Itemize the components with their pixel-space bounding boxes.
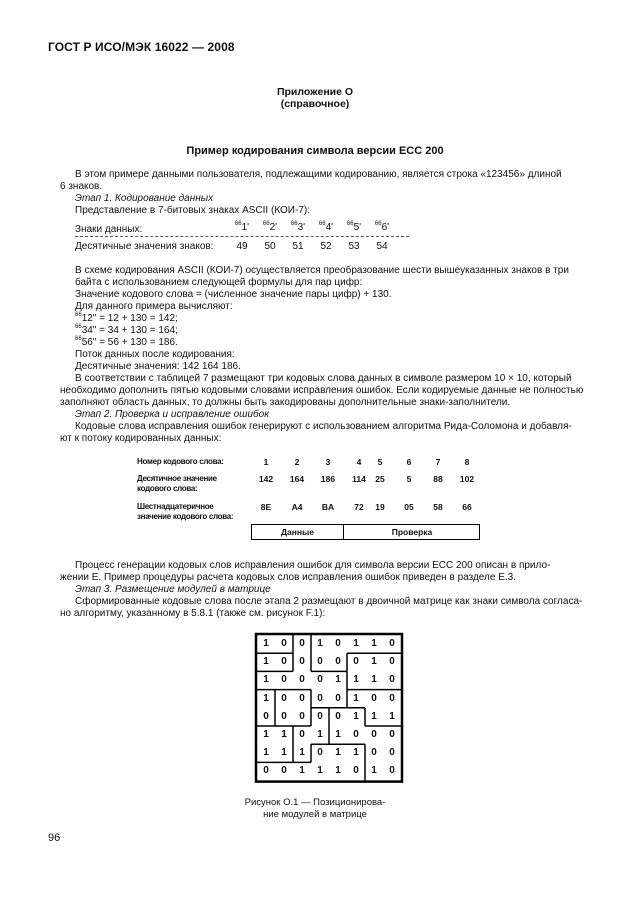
matrix-cell: 0: [353, 656, 359, 668]
matrix-cell: 1: [263, 674, 269, 686]
dec-value: 51: [292, 241, 304, 252]
codeword-decimal: 164: [289, 474, 305, 484]
matrix-cell: 1: [281, 729, 287, 740]
matrix-cell: 0: [263, 765, 269, 777]
row-label-decimal-b: кодового слова:: [137, 484, 198, 493]
document-header: ГОСТ Р ИСО/МЭК 16022 — 2008: [48, 40, 235, 54]
matrix-cell: 1: [317, 638, 323, 649]
data-char: $^{66}$3': [290, 221, 306, 233]
dec-value: 54: [376, 241, 388, 252]
matrix-cell: 1: [263, 656, 269, 668]
codeword-decimal: 25: [375, 474, 385, 484]
codeword-number: 2: [294, 457, 300, 467]
matrix-cell: 0: [389, 638, 395, 649]
calc-line: $^{66}$56" = 56 + 130 = 186.: [75, 336, 178, 348]
calc-intro: Для данного примера вычисляют:: [75, 301, 233, 312]
matrix-cell: 1: [335, 674, 341, 686]
codeword-hex: 66: [462, 502, 472, 512]
formula: Значение кодового слова = (численное значение пары цифр) + 130.: [75, 289, 392, 300]
matrix-cell: 1: [353, 747, 359, 759]
chars-label: Знаки данных:: [75, 224, 143, 235]
intro-line-1: В этом примере данными пользователя, подлежащими кодированию, является строка «123456» длиной: [75, 169, 562, 180]
matrix-cell: 1: [317, 765, 323, 777]
row-label-hex-a: Шестнадцатеричное: [137, 502, 214, 511]
matrix-cell: 1: [263, 729, 269, 740]
data-char: $^{66}$6': [374, 221, 390, 233]
table7-line-2: необходимо дополнить пятью кодовыми словами исправления ошибок. Если кодируемые данные не полностью: [60, 385, 584, 396]
data-char: $^{66}$4': [318, 221, 334, 233]
dec-value: 53: [348, 241, 360, 252]
table-divider: [75, 236, 409, 237]
matrix-cell: 1: [263, 692, 269, 704]
matrix-cell: 0: [299, 656, 305, 668]
matrix-cell: 1: [335, 729, 341, 740]
matrix-cell: 0: [299, 674, 305, 686]
row-label-decimal-a: Десятичное значение: [137, 474, 217, 483]
matrix-cell: 1: [263, 747, 269, 759]
matrix-cell: 1: [389, 710, 395, 722]
codeword-decimal: 5: [406, 474, 412, 484]
codeword-hex: A4: [291, 502, 303, 512]
dec-value: 49: [236, 241, 248, 252]
matrix-cell: 1: [353, 692, 359, 704]
matrix-cell: 0: [389, 729, 395, 740]
step2-line-1: Кодовые слова исправления ошибок генерируют с использованием алгоритма Рида-Соломона и добавля-: [75, 421, 572, 432]
page-number: 96: [48, 832, 61, 844]
matrix-cell: 0: [281, 692, 287, 704]
step2-title: Этап 2. Проверка и исправление ошибок: [75, 409, 269, 420]
matrix-cell: 0: [353, 765, 359, 777]
module-matrix: [254, 632, 404, 784]
codeword-decimal: 186: [320, 474, 336, 484]
matrix-cell: 0: [389, 747, 395, 759]
matrix-cell: 0: [335, 692, 341, 704]
codeword-hex: 72: [354, 502, 364, 512]
matrix-cell: 0: [263, 710, 269, 722]
matrix-cell: 1: [371, 674, 377, 686]
codeword-hex: 19: [375, 502, 385, 512]
matrix-cell: 0: [281, 638, 287, 649]
step3-title: Этап 3. Размещение модулей в матрице: [75, 584, 271, 595]
dec-value: 50: [264, 241, 276, 252]
matrix-cell: 0: [281, 710, 287, 722]
figure-caption-line-2: ние модулей в матрице: [263, 809, 367, 820]
matrix-cell: 0: [389, 674, 395, 686]
data-char: $^{66}$1': [234, 221, 250, 233]
codeword-number: 6: [406, 457, 412, 467]
codeword-decimal: 88: [433, 474, 443, 484]
matrix-cell: 0: [389, 656, 395, 668]
matrix-cell: 1: [281, 747, 287, 759]
matrix-cell: 0: [281, 656, 287, 668]
matrix-cell: 1: [317, 729, 323, 740]
codeword-number: 3: [325, 457, 331, 467]
dec-value: 52: [320, 241, 332, 252]
matrix-cell: 0: [335, 638, 341, 649]
calc-line: $^{66}$12" = 12 + 130 = 142;: [75, 312, 178, 324]
codeword-number: 4: [356, 457, 362, 467]
calc-line: $^{66}$34" = 34 + 130 = 164;: [75, 324, 178, 336]
matrix-cell: 0: [389, 765, 395, 777]
matrix-cell: 0: [299, 638, 305, 649]
codeword-hex: 05: [404, 502, 414, 512]
dec-label: Десятичные значения знаков:: [75, 241, 214, 252]
matrix-cell: 0: [317, 692, 323, 704]
matrix-cell: 1: [299, 765, 305, 777]
matrix-cell: 1: [371, 656, 377, 668]
matrix-cell: 0: [281, 674, 287, 686]
matrix-cell: 0: [371, 747, 377, 759]
matrix-cell: 1: [353, 638, 359, 649]
matrix-cell: 0: [389, 692, 395, 704]
matrix-cell: 1: [353, 710, 359, 722]
matrix-cell: 0: [299, 692, 305, 704]
codeword-hex: BA: [321, 502, 335, 512]
appendix-title: Приложение О: [276, 86, 354, 98]
matrix-cell: 0: [335, 710, 341, 722]
matrix-cell: 0: [317, 747, 323, 759]
matrix-cell: 1: [371, 710, 377, 722]
matrix-cell: 0: [299, 729, 305, 740]
codeword-hex: 8E: [260, 502, 272, 512]
codeword-hex: 58: [433, 502, 443, 512]
step3-line-2: но алгоритму, указанному в 5.8.1 (также см. рисунок F.1):: [60, 608, 326, 619]
matrix-cell: 1: [263, 638, 269, 649]
matrix-cell: 0: [335, 656, 341, 668]
ascii-line-2: байта с использованием следующей формулы для пар цифр:: [75, 277, 363, 288]
stream-title: Поток данных после кодирования:: [75, 349, 235, 360]
group-check-label: Проверка: [391, 527, 433, 537]
matrix-cell: 1: [299, 747, 305, 759]
step2-line-2: ют к потоку кодированных данных:: [60, 433, 222, 444]
matrix-cell: 0: [371, 692, 377, 704]
matrix-cell: 1: [335, 765, 341, 777]
stream-values: Десятичные значения: 142 164 186.: [75, 361, 241, 372]
step1-repr: Представление в 7-битовых знаках ASCII (КОИ-7):: [75, 205, 310, 216]
matrix-cell: 0: [353, 729, 359, 740]
codeword-decimal: 102: [459, 474, 475, 484]
appendix-subtitle: (справочное): [280, 98, 350, 110]
table7-line-1: В соответствии с таблицей 7 размещают три кодовых слова данных в символе размером 10 × 10, который: [75, 373, 572, 384]
section-title: Пример кодирования символа версии ЕСС 200: [186, 145, 444, 157]
process-line-1: Процесс генерации кодовых слов исправления ошибок для символа версии ЕСС 200 описан в прило-: [75, 560, 551, 571]
row-label-number: Номер кодового слова:: [137, 457, 224, 466]
matrix-cell: 0: [317, 674, 323, 686]
figure-caption-line-1: Рисунок О.1 — Позиционирова-: [244, 797, 386, 808]
step3-line-1: Сформированные кодовые слова после этапа 2 размещают в двоичной матрице как знаки символа согласа-: [75, 596, 583, 607]
table7-line-3: заполняют область данных, то должны быть закодированы дополнительные знаки-заполнители.: [60, 397, 511, 408]
matrix-cell: 1: [353, 674, 359, 686]
matrix-cell: 1: [371, 765, 377, 777]
codeword-number: 5: [377, 457, 383, 467]
process-line-2: жении Е. Пример процедуры расчета кодовых слов исправления ошибок приведен в разделе Е.3.: [60, 572, 516, 583]
data-char: $^{66}$5': [346, 221, 362, 233]
matrix-cell: 0: [371, 729, 377, 740]
matrix-cell: 0: [281, 765, 287, 777]
row-label-hex-b: значение кодового слова:: [137, 512, 234, 521]
intro-line-2: 6 знаков.: [60, 181, 103, 192]
codeword-decimal: 142: [258, 474, 274, 484]
codeword-decimal: 114: [352, 474, 366, 484]
matrix-cell: 1: [371, 638, 377, 649]
data-char: $^{66}$2': [262, 221, 278, 233]
ascii-line-1: В схеме кодирования ASCII (КОИ-7) осуществляется преобразование шести вышеуказанных знаков в три: [75, 265, 569, 276]
codeword-number: 8: [464, 457, 470, 467]
codeword-number: 7: [435, 457, 441, 467]
codeword-number: 1: [263, 457, 269, 467]
group-data-label: Данные: [280, 527, 315, 537]
step1-title: Этап 1. Кодирование данных: [75, 193, 214, 204]
matrix-cell: 0: [299, 710, 305, 722]
matrix-cell: 1: [335, 747, 341, 759]
matrix-cell: 0: [317, 710, 323, 722]
matrix-cell: 0: [317, 656, 323, 668]
